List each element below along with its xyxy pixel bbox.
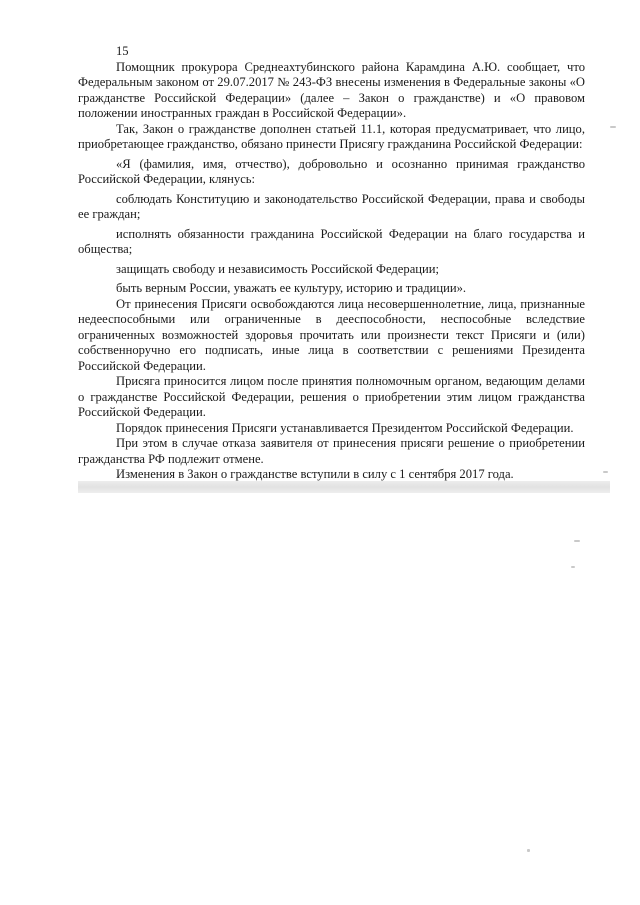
paragraph-effective-date: Изменения в Закон о гражданстве вступили в силу с 1 сентября 2017 года. — [116, 467, 514, 481]
oath-paragraph-1: «Я (фамилия, имя, отчество), добровольно и осознанно принимая гражданство Российской Федерации, клянусь: — [78, 156, 585, 186]
oath-paragraph-5: быть верным России, уважать ее культуру, историю и традиции». — [116, 281, 467, 295]
document-body — [78, 44, 585, 483]
paragraph-president-order: Порядок принесения Присяги устанавливается Президентом Российской Федерации. — [116, 420, 574, 435]
oath-paragraph-4: защищать свободу и независимость Российской Федерации; — [116, 261, 440, 276]
paragraph-exemptions: От принесения Присяги освобождаются лица несовершеннолетние, лица, признанные недееспособными или ограниченные в дееспособности, неспособные вследствие ограниченных возможностей здоровья прочитать или произнести текст Присяги и (или) собственноручно его подписать, иные лица в соответствии с решениями Президента Российской Федерации. — [78, 296, 585, 373]
scan-shadow-band — [78, 481, 610, 493]
oath-paragraph-3: исполнять обязанности гражданина Российской Федерации на благо государства и общества; — [78, 226, 585, 256]
paragraph-article-11-1: Так, Закон о гражданстве дополнен статьей 11.1, которая предусматривает, что лицо, приобретающее гражданство, обязано принести Присягу гражданина Российской Федерации: — [78, 121, 585, 151]
page-number: 15 — [116, 44, 129, 58]
paragraph-refusal: При этом в случае отказа заявителя от принесения присяги решение о приобретении гражданства РФ подлежит отмене. — [78, 436, 585, 466]
oath-paragraph-2: соблюдать Конституцию и законодательство Российской Федерации, права и свободы ее граждан; — [78, 191, 585, 221]
scan-speck — [571, 566, 575, 568]
scan-speck — [610, 126, 616, 128]
scan-speck — [527, 849, 530, 852]
scan-speck — [574, 540, 580, 542]
scan-speck — [603, 471, 608, 473]
paragraph-intro: Помощник прокурора Среднеахтубинского района Карамдина А.Ю. сообщает, что Федеральным законом от 29.07.2017 № 243-ФЗ внесены изменения в Федеральные законы «О гражданстве Российской Федерации» (далее – Закон о гражданстве) и «О правовом положении иностранных граждан в Российской Федерации». — [78, 59, 585, 120]
paragraph-oath-procedure: Присяга приносится лицом после принятия полномочным органом, ведающим делами о гражданстве Российской Федерации, решения о приобретении этим лицом гражданства Российской Федерации. — [78, 374, 585, 419]
